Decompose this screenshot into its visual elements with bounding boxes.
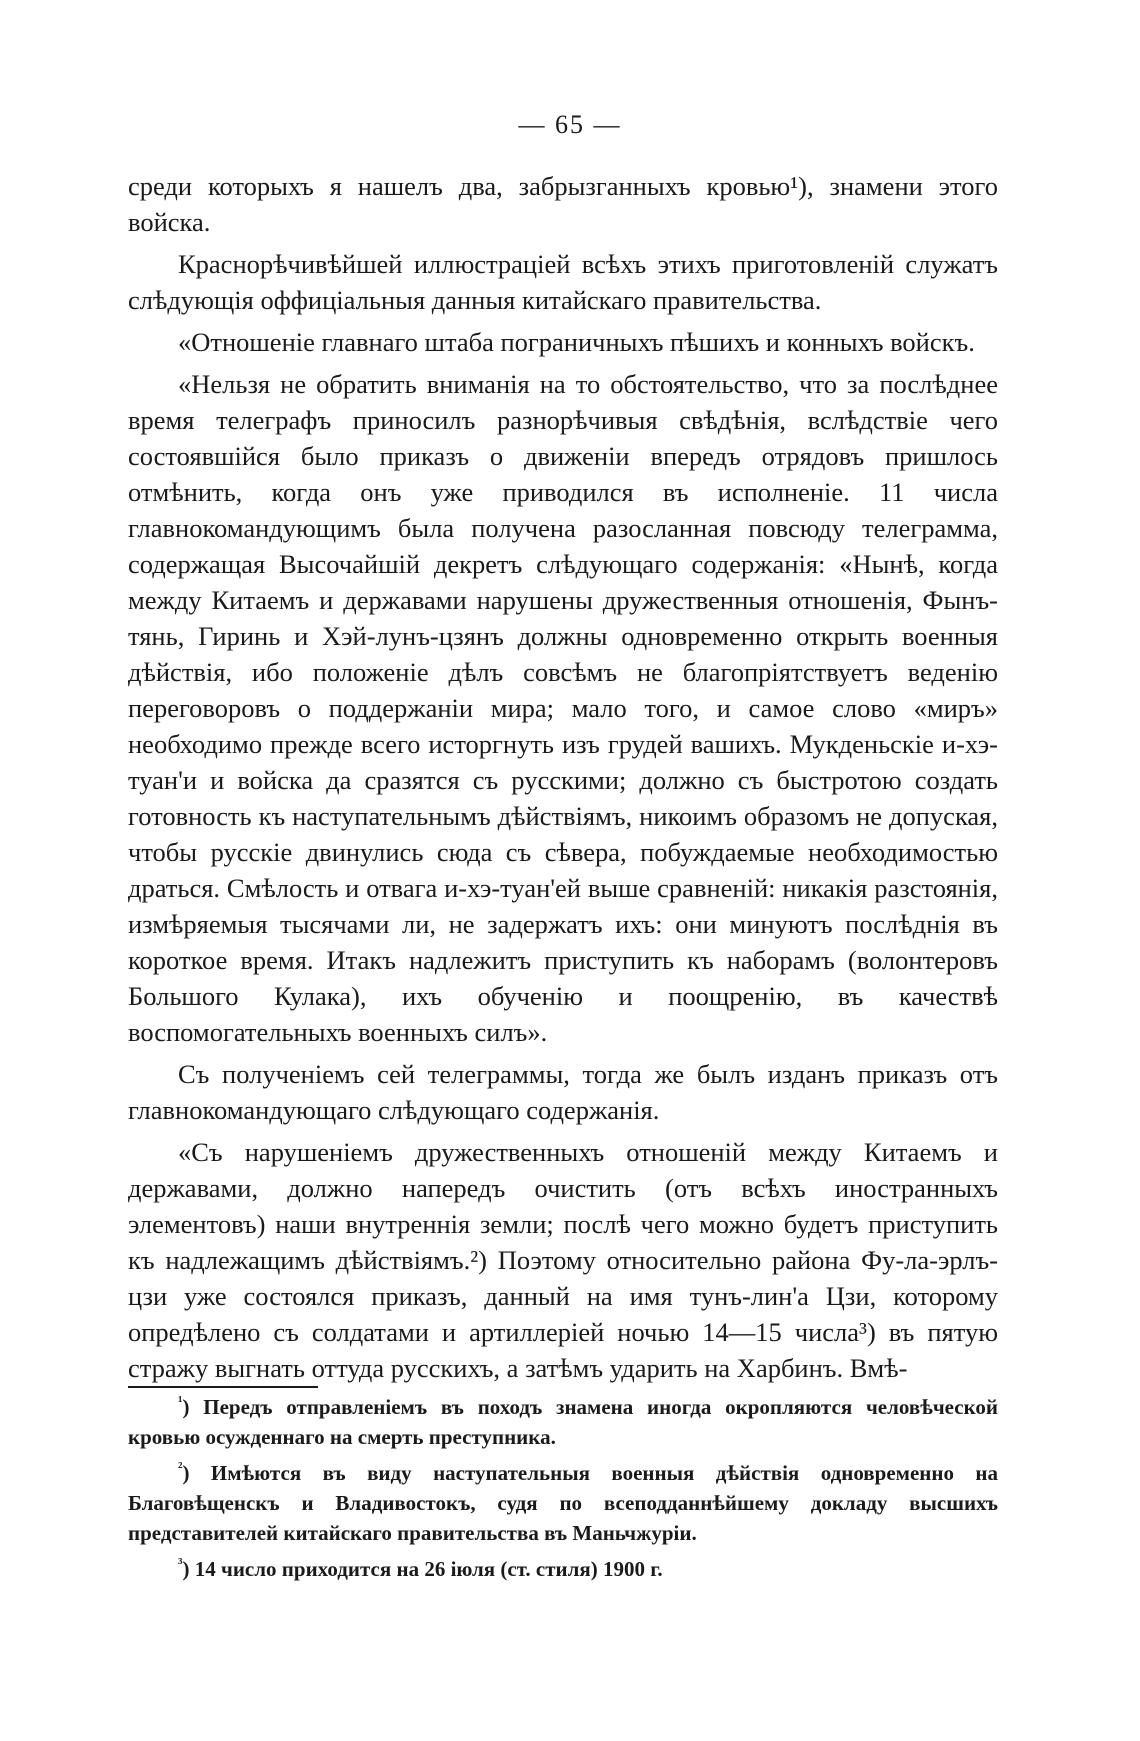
- paragraph-1: среди которыхъ я нашелъ два, забрызганныхъ кровью¹), знамени этого войска.: [128, 171, 998, 237]
- body-text: [128, 168, 998, 1386]
- footnote-3-text: ) 14 число приходится на 26 іюля (ст. стиля) 1900 г.: [182, 1557, 663, 1581]
- footnote-2: [128, 1458, 998, 1548]
- paragraph-3: «Отношеніе главнаго штаба пограничныхъ пѣшихъ и конныхъ войскъ.: [178, 327, 975, 357]
- paragraph-2: Краснорѣчивѣйшей иллюстраціей всѣхъ этихъ приготовленій служатъ слѣдующія оффиціальныя данныя китайскаго правительства.: [128, 249, 998, 315]
- paragraph-6: «Съ нарушеніемъ дружественныхъ отношеній между Китаемъ и державами, должно напередъ очистить (отъ всѣхъ иностранныхъ элементовъ) наши внутреннія земли; послѣ чего можно будетъ приступить къ надлежащимъ дѣйствіямъ.²) Поэтому относительно района Фу-ла-эрлъ-цзи уже состоялся приказъ, данный на имя тунъ-лин'а Цзи, которому опредѣлено съ солдатами и артиллеріей ночью 14—15 числа³) въ пятую стражу выгнать оттуда русскихъ, а затѣмъ ударить на Харбинъ. Вмѣ-: [128, 1137, 998, 1383]
- paragraph-5: Съ полученіемъ сей телеграммы, тогда же былъ изданъ приказъ отъ главнокомандующаго слѣдующаго содержанія.: [128, 1059, 998, 1125]
- footnote-1: [128, 1392, 998, 1452]
- footnotes: [128, 1392, 998, 1590]
- footnote-2-text: ) Имѣются въ виду наступательныя военныя дѣйствія одновременно на Благовѣщенскъ и Владивостокъ, судя по всеподданнѣйшему докладу высшихъ представителей китайскаго правительства въ Маньчжуріи.: [128, 1461, 998, 1545]
- footnote-1-text: ) Передъ отправленіемъ въ походъ знамена иногда окропляются человѣческой кровью осужденнаго на смерть преступника.: [128, 1395, 998, 1449]
- footnote-1-mark: ¹: [178, 1394, 183, 1410]
- page-number: — 65 —: [518, 110, 622, 139]
- paragraph-4: «Нельзя не обратить вниманія на то обстоятельство, что за послѣднее время телеграфъ приносилъ разнорѣчивыя свѣдѣнія, вслѣдствіе чего состоявшійся было приказъ о движеніи впередъ отрядовъ пришлось отмѣнить, когда онъ уже приводился въ исполненіе. 11 числа главнокомандующимъ была получена разосланная повсюду телеграмма, содержащая Высочайшій декретъ слѣдующаго содержанія: «Нынѣ, когда между Китаемъ и державами нарушены дружественныя отношенія, Фынъ-тянь, Гиринь и Хэй-лунъ-цзянъ должны одновременно открыть военныя дѣйствія, ибо положеніе дѣлъ совсѣмъ не благопріятствуетъ веденію переговоровъ о поддержаніи мира; мало того, и самое слово «миръ» необходимо прежде всего исторгнуть изъ грудей вашихъ. Мукденьскіе и-хэ-туан'и и войска да сразятся съ русскими; должно съ быстротою создать готовность къ наступательнымъ дѣйствіямъ, никоимъ образомъ не допуская, чтобы русскіе двинулись сюда съ сѣвера, побуждаемые необходимостью драться. Смѣлость и отвага и-хэ-туан'ей выше сравненій: никакія разстоянія, измѣряемыя тысячами ли, не задержатъ ихъ: они минуютъ послѣднія въ короткое время. Итакъ надлежитъ приступить къ наборамъ (волонтеровъ Большого Кулака), ихъ обученію и поощренію, въ качествѣ воспомогательныхъ военныхъ силъ».: [128, 369, 998, 1047]
- footnote-divider: [128, 1386, 318, 1388]
- footnote-3-mark: ³: [178, 1556, 183, 1572]
- footnote-2-mark: ²: [178, 1460, 183, 1476]
- footnote-3: [128, 1554, 998, 1584]
